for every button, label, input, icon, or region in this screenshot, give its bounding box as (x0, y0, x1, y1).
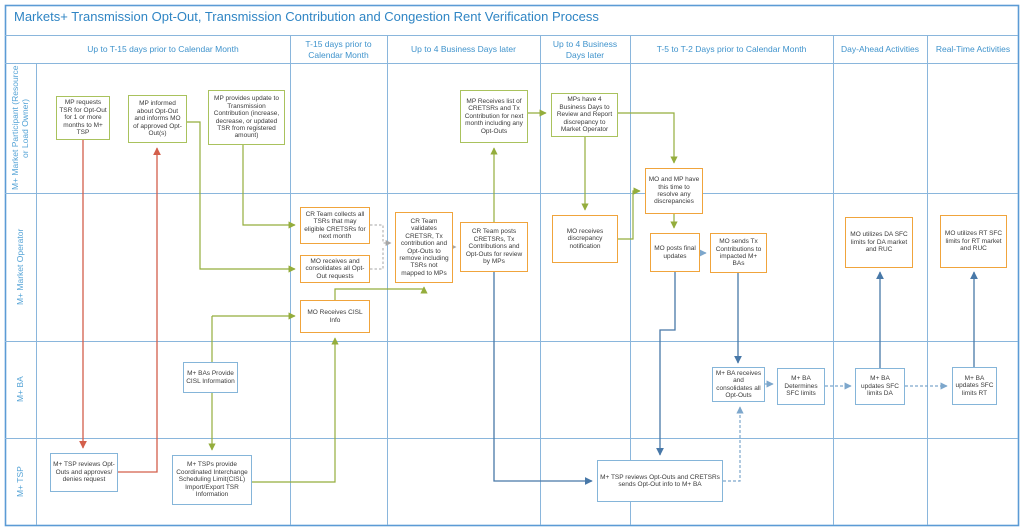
column-header-3: Up to 4 Business Days later (411, 44, 516, 55)
node-tsp-reviews-optouts (597, 460, 723, 502)
node-ba-updates-da (855, 368, 905, 405)
node-mo-consolidates (300, 255, 370, 283)
node-label: M+ BA Determines SFC limits (784, 375, 818, 398)
lane-label-ba: M+ BA (15, 376, 26, 403)
node-label: MP informed about Opt-Out and informs MO of approved Opt-Out(s) (133, 100, 182, 138)
node-ba-determines (777, 368, 825, 405)
node-ba-receives (712, 367, 765, 402)
node-mo-mp-resolve (645, 168, 703, 214)
node-tsp-reviews (50, 453, 118, 492)
node-ba-provide-cisl (183, 362, 238, 393)
node-label: MO sends Tx Contributions to impacted M+ BAs (715, 238, 762, 268)
node-mps-have-4-days (551, 93, 618, 137)
column-header-5: T-5 to T-2 Days prior to Calendar Month (656, 44, 807, 55)
lane-label-market-participant: M+ Market Participant (Resource or Load Owner) (10, 65, 30, 191)
node-label: M+ TSP reviews Opt-Outs and approves/ denies request (53, 461, 115, 484)
node-label: MO and MP have this time to resolve any discrepancies (648, 176, 700, 206)
node-label: M+ BA updates SFC limits DA (861, 375, 899, 398)
node-label: M+ TSPs provide Coordinated Interchange Scheduling Limit(CISL) Import/Export TSR Information (176, 461, 248, 499)
column-header-1: Up to T-15 days prior to Calendar Month (87, 44, 239, 55)
lane-label-tsp: M+ TSP (15, 466, 26, 498)
node-label: MP requests TSR for Opt-Out for 1 or more months to M+ TSP (59, 99, 107, 137)
node-tsp-provide-cisl (172, 455, 252, 505)
node-label: MO utilizes RT SFC limits for RT market and RUC (944, 230, 1003, 253)
node-label: M+ BA updates SFC limits RT (955, 374, 994, 397)
column-header-6: Day-Ahead Activities (841, 44, 919, 55)
column-header-2: T-15 days prior to Calendar Month (305, 39, 372, 60)
node-label: MO Receives CISL Info (307, 309, 363, 324)
node-label: M+ BA receives and consolidates all Opt-Outs (715, 369, 762, 399)
node-mp-requests-tsr (56, 96, 110, 140)
node-label: MO posts final updates (654, 245, 696, 260)
node-label: MO utilizes DA SFC limits for DA market and RUC (850, 231, 908, 254)
node-label: MO receives discrepancy notification (566, 227, 604, 250)
node-mo-utilizes-rt (940, 215, 1007, 268)
diagram-title: Markets+ Transmission Opt-Out, Transmission Contribution and Congestion Rent Verification Process (14, 9, 599, 24)
column-header-4: Up to 4 Business Days later (552, 39, 618, 60)
node-mo-sends-tx (710, 233, 767, 273)
column-header-7: Real-Time Activities (935, 44, 1011, 55)
node-label: MO receives and consolidates all Opt-Out requests (305, 257, 365, 280)
node-label: CR Team posts CRETSRs, Tx Contributions and Opt-Outs for review by MPs (465, 228, 523, 266)
node-label: MP provides update to Transmission Contribution (increase, decrease, or updated TSR from registered amount) (213, 95, 280, 140)
node-cr-team-validates (395, 212, 453, 283)
node-cr-team-collects (300, 207, 370, 244)
lane-label-market-operator: M+ Market Operator (15, 228, 26, 306)
node-mp-receives-list (460, 90, 528, 143)
node-label: MPs have 4 Business Days to Review and Report discrepancy to Market Operator (556, 96, 613, 134)
node-label: M+ TSP reviews Opt-Outs and CRETSRs sends Opt-Out info to M+ BA (600, 473, 720, 488)
node-label: CR Team collects all TSRs that may eligible CRETSRs for next month (304, 210, 366, 240)
node-mo-receives-cisl (300, 300, 370, 333)
node-mp-provides-update (208, 90, 285, 145)
node-cr-team-posts (460, 222, 528, 272)
node-label: CR Team validates CRETSR, Tx contribution and Opt-Outs to remove including TSRs not mapped to MPs (399, 217, 449, 277)
node-label: M+ BAs Provide CISL Information (186, 370, 235, 385)
node-mp-informed (128, 95, 187, 143)
node-label: MP Receives list of CRETSRs and Tx Contribution for next month including any Opt-Outs (464, 97, 524, 135)
node-mo-discrepancy (552, 215, 618, 263)
node-ba-updates-rt (952, 367, 997, 405)
node-mo-posts-final (650, 233, 700, 272)
node-mo-utilizes-da (845, 217, 913, 268)
